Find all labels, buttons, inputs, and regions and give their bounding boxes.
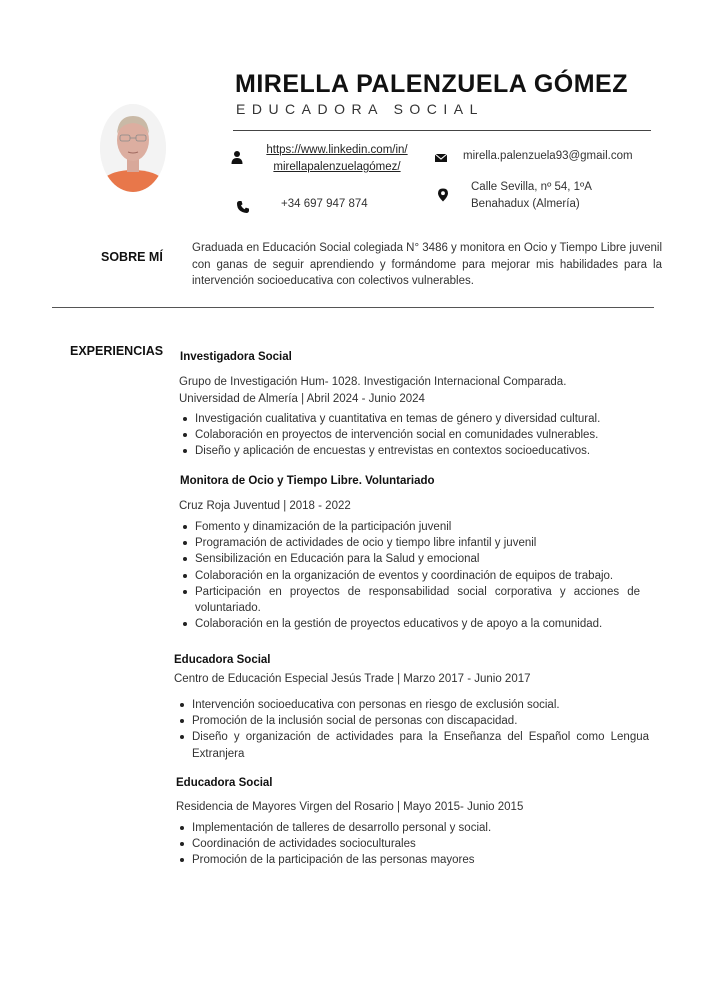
- list-item: Coordinación de actividades socioculturales: [176, 836, 646, 852]
- header-divider: [233, 130, 651, 131]
- linkedin-link[interactable]: [254, 142, 420, 176]
- job-bullets: [176, 697, 649, 762]
- section-divider: [52, 307, 654, 308]
- job-title: Investigadora Social: [180, 351, 292, 363]
- email-text[interactable]: mirella.palenzuela93@gmail.com: [463, 150, 633, 162]
- about-text: Graduada en Educación Social colegiada N° 3486 y monitora en Ocio y Tiempo Libre juvenil con ganas de seguir aprendiendo y formándome para mejorar mis habilidades para la intervención socioeducativa con colectivos vulnerables.: [192, 242, 662, 287]
- list-item: Fomento y dinamización de la participación juvenil: [179, 519, 640, 535]
- job-organization: Residencia de Mayores Virgen del Rosario | Mayo 2015- Junio 2015: [176, 801, 524, 813]
- about-heading: SOBRE MÍ: [101, 250, 163, 264]
- job-title: Educadora Social: [174, 654, 271, 666]
- address-line-2: Benahadux (Almería): [471, 198, 580, 210]
- user-icon: [230, 150, 244, 164]
- linkedin-line-1[interactable]: https://www.linkedin.com/in/: [266, 144, 408, 156]
- list-item: Promoción de la participación de las personas mayores: [176, 852, 646, 868]
- job-meta: [179, 374, 566, 407]
- job-organization: Cruz Roja Juventud | 2018 - 2022: [179, 500, 351, 512]
- address: [471, 179, 592, 213]
- list-item: Promoción de la inclusión social de personas con discapacidad.: [176, 713, 649, 729]
- list-item: Colaboración en la gestión de proyectos educativos y de apoyo a la comunidad.: [179, 616, 640, 632]
- avatar: [100, 104, 166, 192]
- job-bullets: [179, 411, 649, 460]
- job-organization: Centro de Educación Especial Jesús Trade | Marzo 2017 - Junio 2017: [174, 673, 531, 685]
- location-pin-icon: [436, 188, 450, 202]
- address-line-1: Calle Sevilla, nº 54, 1ºA: [471, 181, 592, 193]
- list-item: Diseño y organización de actividades para la Enseñanza del Español como Lengua Extranjera: [176, 729, 649, 761]
- job-dates: Universidad de Almería | Abril 2024 - Junio 2024: [179, 392, 425, 405]
- list-item: Participación en proyectos de responsabilidad social corporativa y acciones de voluntariado.: [179, 584, 640, 616]
- list-item: Colaboración en la organización de eventos y coordinación de equipos de trabajo.: [179, 568, 640, 584]
- list-item: Programación de actividades de ocio y tiempo libre infantil y juvenil: [179, 535, 640, 551]
- list-item: Diseño y aplicación de encuestas y entrevistas en contextos socioeducativos.: [179, 443, 649, 459]
- linkedin-line-2[interactable]: mirellapalenzuelagómez/: [273, 161, 401, 173]
- list-item: Implementación de talleres de desarrollo personal y social.: [176, 820, 646, 836]
- candidate-role: EDUCADORA SOCIAL: [236, 101, 484, 117]
- list-item: Intervención socioeducativa con personas en riesgo de exclusión social.: [176, 697, 649, 713]
- list-item: Colaboración en proyectos de intervención social en comunidades vulnerables.: [179, 427, 649, 443]
- job-organization: Grupo de Investigación Hum- 1028. Investigación Internacional Comparada.: [179, 376, 567, 388]
- job-bullets: [176, 820, 646, 869]
- phone-icon: [236, 200, 250, 214]
- job-title: Monitora de Ocio y Tiempo Libre. Voluntariado: [180, 475, 435, 487]
- job-bullets: [179, 519, 640, 632]
- experience-heading: EXPERIENCIAS: [70, 344, 164, 358]
- candidate-name: MIRELLA PALENZUELA GÓMEZ: [235, 70, 628, 98]
- job-title: Educadora Social: [176, 777, 273, 789]
- mail-icon: [434, 151, 448, 165]
- list-item: Sensibilización en Educación para la Salud y emocional: [179, 551, 640, 567]
- phone-text: +34 697 947 874: [281, 198, 368, 210]
- list-item: Investigación cualitativa y cuantitativa en temas de género y diversidad cultural.: [179, 411, 649, 427]
